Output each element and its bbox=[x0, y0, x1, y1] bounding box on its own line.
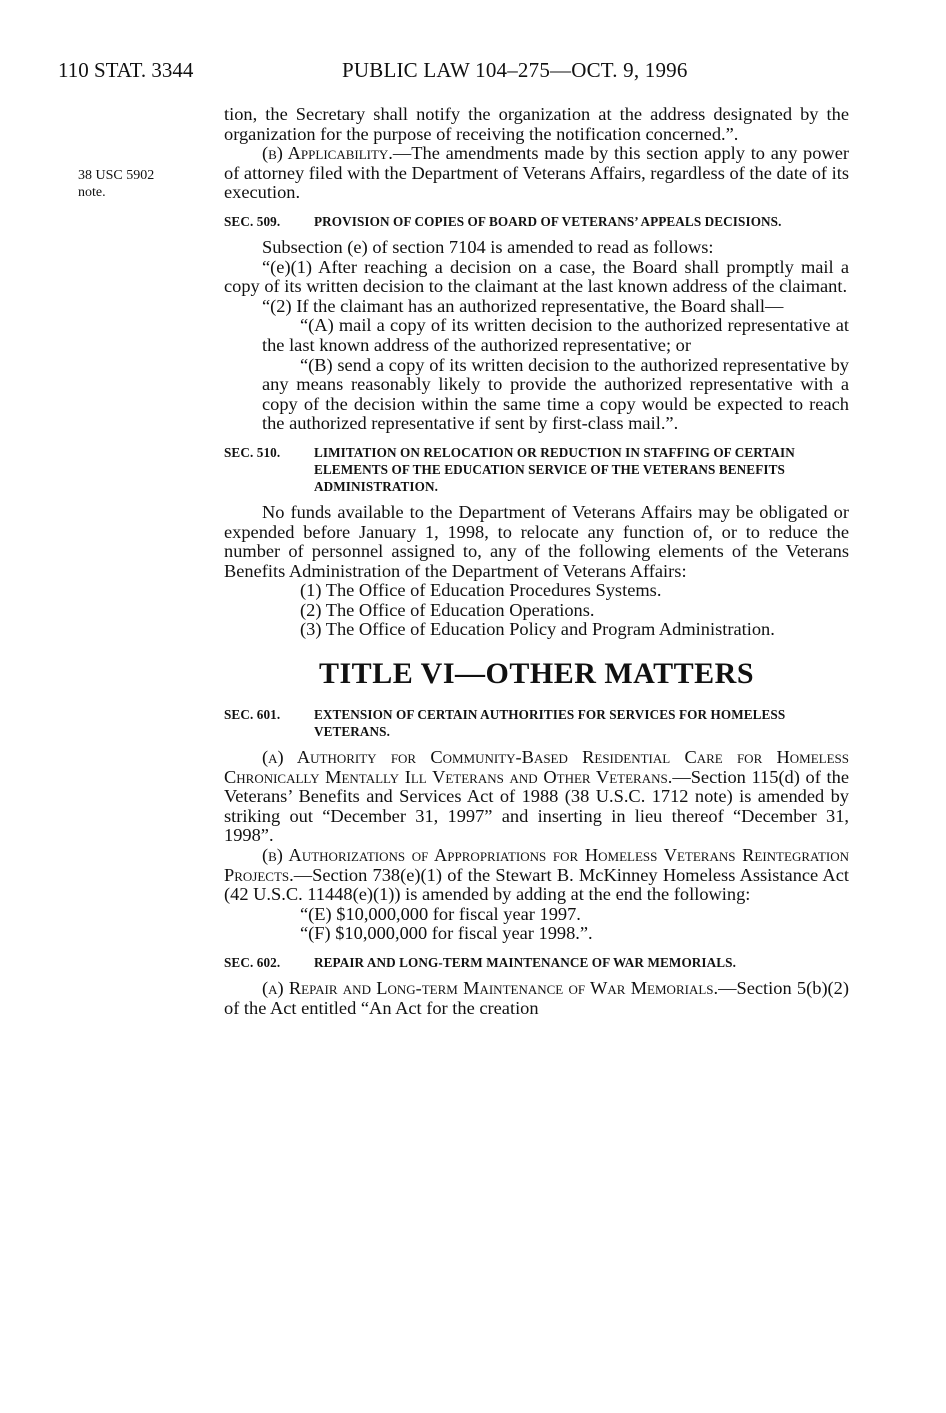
section-510-item-2: (2) The Office of Education Operations. bbox=[300, 599, 595, 620]
applicability-paragraph bbox=[224, 144, 849, 203]
page-body bbox=[224, 105, 849, 1018]
section-602-heading bbox=[224, 954, 849, 971]
section-510-number: SEC. 510. bbox=[224, 444, 281, 460]
section-509-e1: “(e)(1) After reaching a decision on a case, the Board shall promptly mail a copy of its written decision to the claimant at the last known address of the claimant. bbox=[224, 256, 849, 297]
page-header bbox=[58, 58, 858, 88]
section-510-heading bbox=[224, 444, 849, 495]
section-602-a-text: —Section 5(b)(2) of the Act entitled “An Act for the creation bbox=[224, 978, 850, 1018]
margin-note-citation: 38 USC 5902 bbox=[78, 168, 155, 183]
section-601-b-heading: (b) Authorizations of Appropriations for Homeless Veterans Reintegration Projects. bbox=[224, 845, 849, 885]
section-601-a bbox=[224, 748, 849, 846]
continued-paragraph: tion, the Secretary shall notify the organization at the address designated by the organization for the purpose of receiving the notification concerned.”. bbox=[224, 104, 849, 144]
section-509-number: SEC. 509. bbox=[224, 213, 281, 229]
applicability-heading: (b) Applicability. bbox=[262, 143, 393, 164]
section-601-E: “(E) $10,000,000 for fiscal year 1997. bbox=[300, 903, 581, 924]
section-509-e2: “(2) If the claimant has an authorized representative, the Board shall— bbox=[262, 295, 784, 316]
section-601-b-text: —Section 738(e)(1) of the Stewart B. McKinney Homeless Assistance Act (42 U.S.C. 11448(e)(1)) is amended by adding at the end the following: bbox=[224, 864, 849, 905]
section-601-heading bbox=[224, 706, 849, 740]
public-law-citation: PUBLIC LAW 104–275—OCT. 9, 1996 bbox=[342, 58, 688, 82]
section-601-number: SEC. 601. bbox=[224, 707, 281, 723]
section-510-paragraph: No funds available to the Department of Veterans Affairs may be obligated or expended before January 1, 1998, to relocate any function of, or to reduce the number of personnel assigned to, any of the following elements of the Veterans Benefits Administration of the Department of Veterans Affairs: bbox=[224, 501, 849, 581]
section-510-item-1: (1) The Office of Education Procedures Systems. bbox=[300, 580, 662, 601]
section-509-B: “(B) send a copy of its written decision to the authorized representative by any means reasonably likely to provide the authorized representative with a copy of the decision within the same time a copy would be expected to reach the authorized representative if sent by first-class mail.”. bbox=[262, 354, 849, 434]
section-601-F: “(F) $10,000,000 for fiscal year 1998.”. bbox=[300, 923, 593, 944]
title-six-heading: TITLE VI—OTHER MATTERS bbox=[319, 657, 754, 691]
statute-page-number: 110 STAT. 3344 bbox=[58, 58, 194, 82]
section-602-number: SEC. 602. bbox=[224, 955, 281, 970]
section-602-a-heading: (a) Repair and Long-term Maintenance of War Memorials. bbox=[262, 978, 719, 998]
section-509-A: “(A) mail a copy of its written decision to the authorized representative at the last known address of the authorized representative; or bbox=[262, 315, 849, 355]
section-601-title: EXTENSION OF CERTAIN AUTHORITIES FOR SERVICES FOR HOMELESS VETERANS. bbox=[314, 707, 786, 740]
section-510-item-3: (3) The Office of Education Policy and Program Administration. bbox=[300, 619, 775, 640]
section-510-title: LIMITATION ON RELOCATION OR REDUCTION IN STAFFING OF CERTAIN ELEMENTS OF THE EDUCATION SERVICE OF THE VETERANS BENEFITS ADMINISTRATION. bbox=[314, 444, 795, 494]
section-602-a bbox=[224, 979, 849, 1018]
section-509-title: PROVISION OF COPIES OF BOARD OF VETERANS’ APPEALS DECISIONS. bbox=[314, 213, 782, 229]
margin-note-label: note. bbox=[78, 185, 106, 200]
margin-note bbox=[78, 167, 198, 201]
section-601-a-text: —Section 115(d) of the Veterans’ Benefits and Services Act of 1988 (38 U.S.C. 1712 note) is amended by striking out “December 31, 1997” and inserting in lieu thereof “December 31, 1998”. bbox=[224, 766, 850, 846]
section-509-heading bbox=[224, 213, 849, 230]
section-602-title: REPAIR AND LONG-TERM MAINTENANCE OF WAR MEMORIALS. bbox=[314, 955, 737, 970]
section-601-b bbox=[224, 846, 849, 905]
section-509-intro: Subsection (e) of section 7104 is amended to read as follows: bbox=[262, 236, 714, 257]
section-601-a-heading: (a) Authority for Community-Based Residential Care for Homeless Chronically Mentally Ill Veterans and Other Veterans. bbox=[224, 747, 849, 787]
applicability-text: —The amendments made by this section apply to any power of attorney filed with the Department of Veterans Affairs, regardless of the date of its execution. bbox=[224, 143, 849, 203]
